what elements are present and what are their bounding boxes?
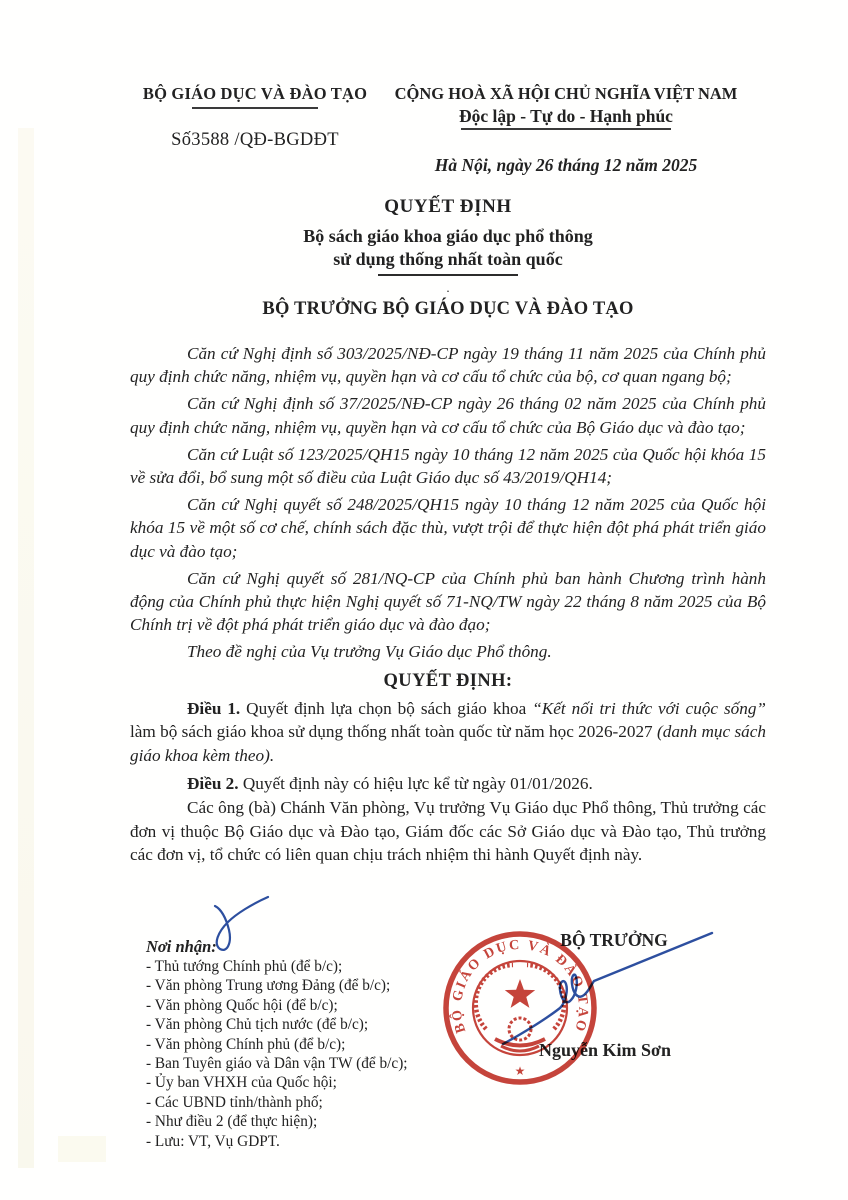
recipient-item: - Thủ tướng Chính phủ (để b/c);	[146, 958, 343, 975]
recipient-item: - Văn phòng Trung ương Đảng (để b/c);	[146, 977, 391, 995]
separator-dot: .	[446, 280, 450, 295]
article-2-text: Quyết định này có hiệu lực kể từ ngày 01/01/2026.	[238, 774, 593, 793]
recipient-item: - Văn phòng Chủ tịch nước (để b/c);	[146, 1016, 369, 1034]
document-content	[130, 84, 766, 867]
article-2-label: Điều 2.	[187, 774, 239, 793]
national-title: CỘNG HOÀ XÃ HỘI CHỦ NGHĨA VIỆT NAM	[394, 84, 738, 103]
recipient-item: - Ủy ban VHXH của Quốc hội;	[146, 1074, 337, 1092]
article-1	[130, 697, 766, 767]
article-1-label: Điều 1.	[187, 698, 241, 718]
recipient-item: - Văn phòng Chính phủ (để b/c);	[146, 1035, 346, 1053]
national-motto: Độc lập - Tự do - Hạnh phúc	[459, 106, 673, 126]
preamble-paragraph: Căn cứ Nghị định số 37/2025/NĐ-CP ngày 26 tháng 02 năm 2025 của Chính phủ quy định chức năng, nhiệm vụ, quyền hạn và cơ cấu tổ chức của Bộ Giáo dục và đào tạo;	[130, 394, 766, 437]
book-set-name: “Kết nối tri thức với cuộc sống”	[532, 698, 766, 718]
recipients-block	[146, 936, 446, 1151]
seal-agency-textpath: BỘ GIÁO DỤC VÀ ĐÀO TẠO	[449, 937, 591, 1035]
preamble-paragraph: Căn cứ Nghị quyết số 281/NQ-CP của Chính phủ ban hành Chương trình hành động của Chính phủ thực hiện Nghị quyết số 71-NQ/TW ngày 22 tháng 8 năm 2025 của Bộ Chính trị về đột phá phát triển giáo dục và đào đạo;	[130, 568, 766, 635]
signer-name: Nguyễn Kim Sơn	[539, 1040, 671, 1060]
emblem-cogwheel-icon	[509, 1018, 531, 1040]
recipient-item: - Văn phòng Quốc hội (để b/c);	[146, 996, 338, 1014]
preamble-paragraph: Căn cứ Nghị quyết số 248/2025/QH15 ngày 10 tháng 12 năm 2025 của Quốc hội khóa 15 về một số cơ chế, chính sách đặc thù, vượt trội để thực hiện đột phá phát triển giáo dục và đào tạo;	[130, 494, 766, 561]
subject-line-1: Bộ sách giáo khoa giáo dục phổ thông	[303, 226, 593, 246]
issuing-agency-block	[130, 84, 380, 151]
scan-smudge-artifact	[58, 1136, 106, 1162]
article-2	[130, 772, 766, 795]
seal-agency-text	[448, 938, 591, 1035]
national-header-block	[390, 84, 742, 176]
agency-name: BỘ GIÁO DỤC VÀ ĐÀO TẠO	[142, 84, 368, 103]
article-1-text: làm bộ sách giáo khoa sử dụng thống nhất toàn quốc từ năm học 2026-2027	[130, 722, 658, 742]
scan-edge-artifact	[18, 128, 34, 1168]
emblem-wreath-left	[476, 965, 513, 1029]
preamble	[130, 342, 766, 664]
document-header	[130, 84, 766, 196]
article-1-note: (danh mục sách giáo khoa kèm theo).	[130, 722, 766, 765]
place-date-line: Hà Nội, ngày 26 tháng 12 năm 2025	[434, 154, 698, 175]
motto-underline	[461, 128, 671, 130]
document-number: Số3588 /QĐ-BGDĐT	[171, 129, 339, 150]
official-seal-icon	[441, 929, 599, 1087]
issuer-heading: BỘ TRƯỞNG BỘ GIÁO DỤC VÀ ĐÀO TẠO	[262, 299, 634, 319]
subject-line-2: sử dụng thống nhất toàn quốc	[333, 249, 563, 269]
agency-underline	[192, 107, 318, 109]
recipient-item: - Các UBND tỉnh/thành phố;	[146, 1093, 323, 1111]
emblem-star-icon	[505, 979, 535, 1008]
minister-title: BỘ TRƯỞNG	[560, 930, 668, 950]
decision-heading: QUYẾT ĐỊNH:	[383, 670, 513, 691]
closing-paragraph: Các ông (bà) Chánh Văn phòng, Vụ trưởng Vụ Giáo dục Phổ thông, Thủ trưởng các đơn vị thuộc Bộ Giáo dục và Đào tạo, Giám đốc các Sở Giáo dục và Đào tạo, Thủ trưởng các đơn vị, tổ chức có liên quan chịu trách nhiệm thi hành Quyết định này.	[130, 798, 766, 865]
preamble-paragraph: Căn cứ Luật số 123/2025/QH15 ngày 10 tháng 12 năm 2025 của Quốc hội khóa 15 về sửa đổi, bổ sung một số điều của Luật Giáo dục số 43/2019/QH14;	[130, 444, 766, 488]
document-type-title: QUYẾT ĐỊNH	[384, 196, 512, 217]
recipient-item: - Ban Tuyên giáo và Dân vận TW (để b/c);	[146, 1055, 408, 1073]
seal-bottom-star-icon: ★	[514, 1064, 526, 1078]
emblem-wreath-right	[527, 965, 564, 1029]
preamble-paragraph: Căn cứ Nghị định số 303/2025/NĐ-CP ngày 19 tháng 11 năm 2025 của Chính phủ quy định chức năng, nhiệm vụ, quyền hạn và cơ cấu tổ chức của bộ, cơ quan ngang bộ;	[130, 344, 766, 387]
recipient-item: - Lưu: VT, Vụ GDPT.	[146, 1132, 280, 1150]
recipient-item: - Như điều 2 (để thực hiện);	[146, 1113, 318, 1131]
title-block	[130, 196, 766, 320]
preamble-paragraph: Theo đề nghị của Vụ trưởng Vụ Giáo dục Phổ thông.	[187, 642, 552, 662]
recipients-label: Nơi nhận:	[146, 937, 217, 956]
subject-underline	[378, 274, 518, 276]
article-1-text: Quyết định lựa chọn bộ sách giáo khoa	[240, 698, 533, 718]
